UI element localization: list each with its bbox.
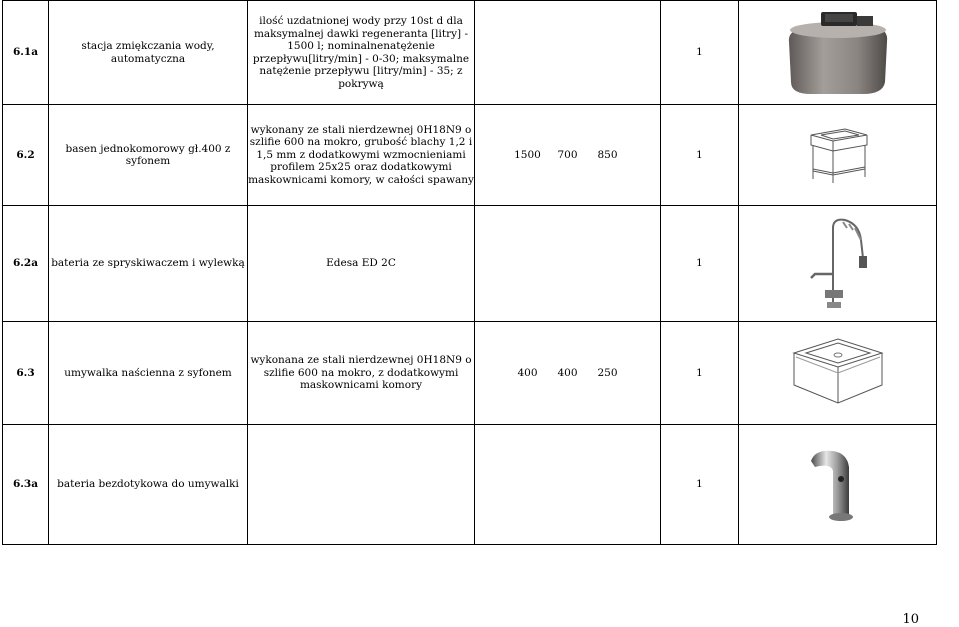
item-number: 6.1a bbox=[3, 1, 49, 105]
table-row bbox=[3, 1, 937, 105]
equipment-spec-table bbox=[2, 0, 937, 545]
item-number: 6.3 bbox=[3, 322, 49, 425]
item-name: basen jednokomorowy gł.400 z syfonem bbox=[49, 105, 248, 206]
item-dimensions bbox=[475, 425, 661, 545]
item-dimensions bbox=[475, 105, 661, 206]
item-description: ilość uzdatnionej wody przy 10st d dla maksymalnej dawki regeneranta [litry] - 1500 l; nominalnenatężenie przepływu[litry/min] - 0-30; maksymalne natężenie przepływu [litry/min] - 35; z pokrywą bbox=[248, 1, 475, 105]
item-name: umywalka naścienna z syfonem bbox=[49, 322, 248, 425]
sensor-faucet-image bbox=[739, 425, 937, 545]
dimension-length: 1500 bbox=[514, 148, 541, 161]
item-quantity: 1 bbox=[661, 105, 739, 206]
item-number: 6.2 bbox=[3, 105, 49, 206]
pre-rinse-faucet-image bbox=[739, 206, 937, 322]
item-name: stacja zmiękczania wody, automatyczna bbox=[49, 1, 248, 105]
sink-basin-image bbox=[739, 105, 937, 206]
water-softener-image bbox=[739, 1, 937, 105]
dimension-length: 400 bbox=[517, 366, 538, 379]
item-description: wykonany ze stali nierdzewnej 0H18N9 o szlifie 600 na mokro, grubość blachy 1,2 i 1,5 mm z dodatkowymi wzmocnieniami profilem 25x25 oraz dodatkowymi maskownicami komory, w całości spawany bbox=[248, 105, 475, 206]
wall-washbasin-image bbox=[739, 322, 937, 425]
item-number: 6.2a bbox=[3, 206, 49, 322]
item-description bbox=[248, 425, 475, 545]
item-quantity: 1 bbox=[661, 322, 739, 425]
item-name: bateria ze spryskiwaczem i wylewką bbox=[49, 206, 248, 322]
table-row bbox=[3, 425, 937, 545]
item-dimensions bbox=[475, 1, 661, 105]
table-row bbox=[3, 206, 937, 322]
dimension-height: 850 bbox=[597, 148, 618, 161]
item-quantity: 1 bbox=[661, 425, 739, 545]
item-description: Edesa ED 2C bbox=[248, 206, 475, 322]
item-name: bateria bezdotykowa do umywalki bbox=[49, 425, 248, 545]
dimension-width: 400 bbox=[557, 366, 578, 379]
item-quantity: 1 bbox=[661, 1, 739, 105]
table-row bbox=[3, 322, 937, 425]
item-dimensions bbox=[475, 322, 661, 425]
item-quantity: 1 bbox=[661, 206, 739, 322]
item-dimensions bbox=[475, 206, 661, 322]
item-number: 6.3a bbox=[3, 425, 49, 545]
dimension-height: 250 bbox=[597, 366, 618, 379]
dimension-width: 700 bbox=[557, 148, 578, 161]
table-row bbox=[3, 105, 937, 206]
page-number: 10 bbox=[902, 612, 919, 627]
item-description: wykonana ze stali nierdzewnej 0H18N9 o szlifie 600 na mokro, z dodatkowymi maskownicami komory bbox=[248, 322, 475, 425]
